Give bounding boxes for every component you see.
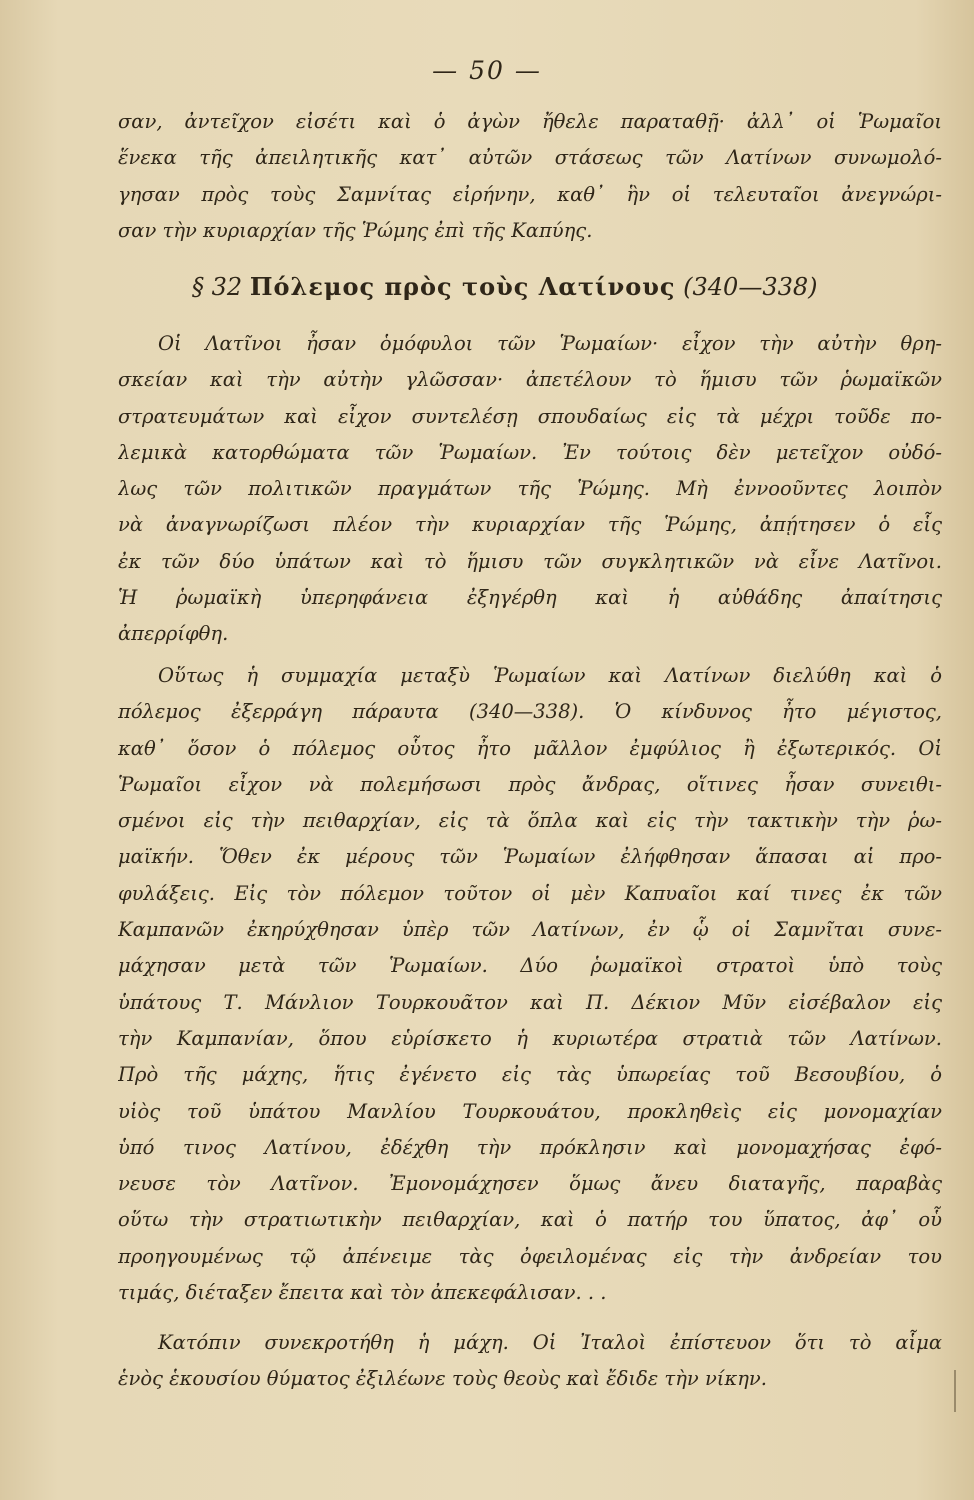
section-number: § 32 bbox=[192, 273, 243, 301]
text-line: σαν τὴν κυριαρχίαν τῆς Ῥώμης ἐπὶ τῆς Καπύης. bbox=[118, 218, 593, 242]
text-line: μάχησαν μετὰ τῶν Ῥωμαίων. Δύο ῥωμαϊκοὶ στρατοὶ ὑπὸ τοὺς bbox=[118, 954, 942, 978]
text-line: τὴν Καμπανίαν, ὅπου εὑρίσκετο ἡ κυριωτέρα στρατιὰ τῶν Λατίνων. bbox=[118, 1026, 942, 1050]
text-line: υἱὸς τοῦ ὑπάτου Μανλίου Τουρκουάτου, προκληθεὶς εἰς μονομαχίαν bbox=[118, 1099, 942, 1123]
text-line: τιμάς, διέταξεν ἔπειτα καὶ τὸν ἀπεκεφάλισαν. . . bbox=[118, 1281, 607, 1305]
text-line: καθ᾽ ὅσον ὁ πόλεμος οὗτος ἦτο μᾶλλον ἐμφύλιος ἢ ἐξωτερικός. Οἱ bbox=[118, 736, 942, 760]
section-title: Πόλεμος πρὸς τοὺς Λατίνους bbox=[249, 272, 676, 301]
text-line: Ῥωμαῖοι εἶχον νὰ πολεμήσωσι πρὸς ἄνδρας, οἵτινες ἦσαν συνειθι- bbox=[118, 772, 942, 796]
text-line: μαϊκήν. Ὅθεν ἐκ μέρους τῶν Ῥωμαίων ἐλήφθησαν ἅπασαι αἱ προ- bbox=[118, 845, 942, 869]
text-line: νευσε τὸν Λατῖνον. Ἐμονομάχησεν ὅμως ἄνευ διαταγῆς, παραβὰς bbox=[118, 1172, 942, 1196]
text-line: Ἡ ῥωμαϊκὴ ὑπερηφάνεια ἐξηγέρθη καὶ ἡ αὐθάδης ἀπαίτησις bbox=[118, 586, 942, 610]
page-number: — 50 — bbox=[432, 56, 542, 85]
text-line: λως τῶν πολιτικῶν πραγμάτων τῆς Ῥώμης. Μὴ ἐννοοῦντες λοιπὸν bbox=[118, 477, 942, 501]
text-line: γησαν πρὸς τοὺς Σαμνίτας εἰρήνην, καθ᾽ ἣν οἱ τελευταῖοι ἀνεγνώρι- bbox=[118, 182, 942, 206]
text-line: φυλάξεις. Εἰς τὸν πόλεμον τοῦτον οἱ μὲν Καπυαῖοι καί τινες ἐκ τῶν bbox=[118, 881, 942, 905]
section-heading bbox=[192, 272, 818, 301]
text-line: σμένοι εἰς τὴν πειθαρχίαν, εἰς τὰ ὅπλα καὶ εἰς τὴν τακτικὴν τὴν ῥω- bbox=[118, 809, 942, 833]
paragraph-2 bbox=[118, 658, 942, 1311]
text-line: σαν, ἀντεῖχον εἰσέτι καὶ ὁ ἀγὼν ἤθελε παραταθῇ· ἀλλ᾽ οἱ Ῥωμαῖοι bbox=[118, 110, 942, 133]
paragraph-1 bbox=[118, 326, 942, 653]
page-edge-mark bbox=[954, 1370, 956, 1412]
text-line: Κατόπιν συνεκροτήθη ἡ μάχη. Οἱ Ἰταλοὶ ἐπίστευον ὅτι τὸ αἷμα bbox=[158, 1331, 942, 1354]
top-paragraph bbox=[118, 104, 942, 249]
text-line: ἑνὸς ἑκουσίου θύματος ἐξιλέωνε τοὺς θεοὺς καὶ ἔδιδε τὴν νίκην. bbox=[118, 1367, 767, 1391]
text-line: Καμπανῶν ἐκηρύχθησαν ὑπὲρ τῶν Λατίνων, ἐν ᾧ οἱ Σαμνῖται συνε- bbox=[118, 918, 942, 942]
text-line: σκείαν καὶ τὴν αὐτὴν γλῶσσαν· ἀπετέλουν τὸ ἥμισυ τῶν ῥωμαϊκῶν bbox=[118, 368, 942, 392]
text-line: οὕτω τὴν στρατιωτικὴν πειθαρχίαν, καὶ ὁ πατήρ του ὕπατος, ἀφ᾽ οὗ bbox=[118, 1208, 942, 1232]
text-line: Οἱ Λατῖνοι ἦσαν ὁμόφυλοι τῶν Ῥωμαίων· εἶχον τὴν αὐτὴν θρη- bbox=[158, 332, 942, 355]
text-line: λεμικὰ κατορθώματα τῶν Ῥωμαίων. Ἐν τούτοις δὲν μετεῖχον οὐδό- bbox=[118, 440, 942, 464]
text-line: προηγουμένως τῷ ἀπένειμε τὰς ὀφειλομένας εἰς τὴν ἀνδρείαν του bbox=[118, 1244, 942, 1268]
text-line: ἐκ τῶν δύο ὑπάτων καὶ τὸ ἥμισυ τῶν συγκλητικῶν νὰ εἶνε Λατῖνοι. bbox=[118, 549, 942, 573]
text-line: πόλεμος ἐξερράγη πάραυτα (340—338). Ὁ κίνδυνος ἦτο μέγιστος, bbox=[118, 700, 942, 724]
text-line: ὑπάτους Τ. Μάνλιον Τουρκουᾶτον καὶ Π. Δέκιον Μῦν εἰσέβαλον εἰς bbox=[118, 990, 942, 1014]
section-dates: (340—338) bbox=[683, 273, 818, 301]
text-line: ἀπερρίφθη. bbox=[118, 622, 229, 646]
text-line: Οὕτως ἡ συμμαχία μεταξὺ Ῥωμαίων καὶ Λατίνων διελύθη καὶ ὁ bbox=[158, 664, 942, 687]
text-line: στρατευμάτων καὶ εἶχον συντελέσῃ σπουδαίως εἰς τὰ μέχρι τοῦδε πο- bbox=[118, 404, 942, 428]
text-line: Πρὸ τῆς μάχης, ἥτις ἐγένετο εἰς τὰς ὑπωρείας τοῦ Βεσουβίου, ὁ bbox=[118, 1063, 942, 1087]
paragraph-3 bbox=[118, 1325, 942, 1398]
text-line: νὰ ἀναγνωρίζωσι πλέον τὴν κυριαρχίαν τῆς Ῥώμης, ἀπῄτησεν ὁ εἷς bbox=[118, 513, 942, 537]
text-line: ὑπό τινος Λατίνου, ἐδέχθη τὴν πρόκλησιν καὶ μονομαχήσας ἐφό- bbox=[118, 1135, 942, 1159]
text-line: ἕνεκα τῆς ἀπειλητικῆς κατ᾽ αὐτῶν στάσεως τῶν Λατίνων συνωμολό- bbox=[118, 146, 942, 170]
